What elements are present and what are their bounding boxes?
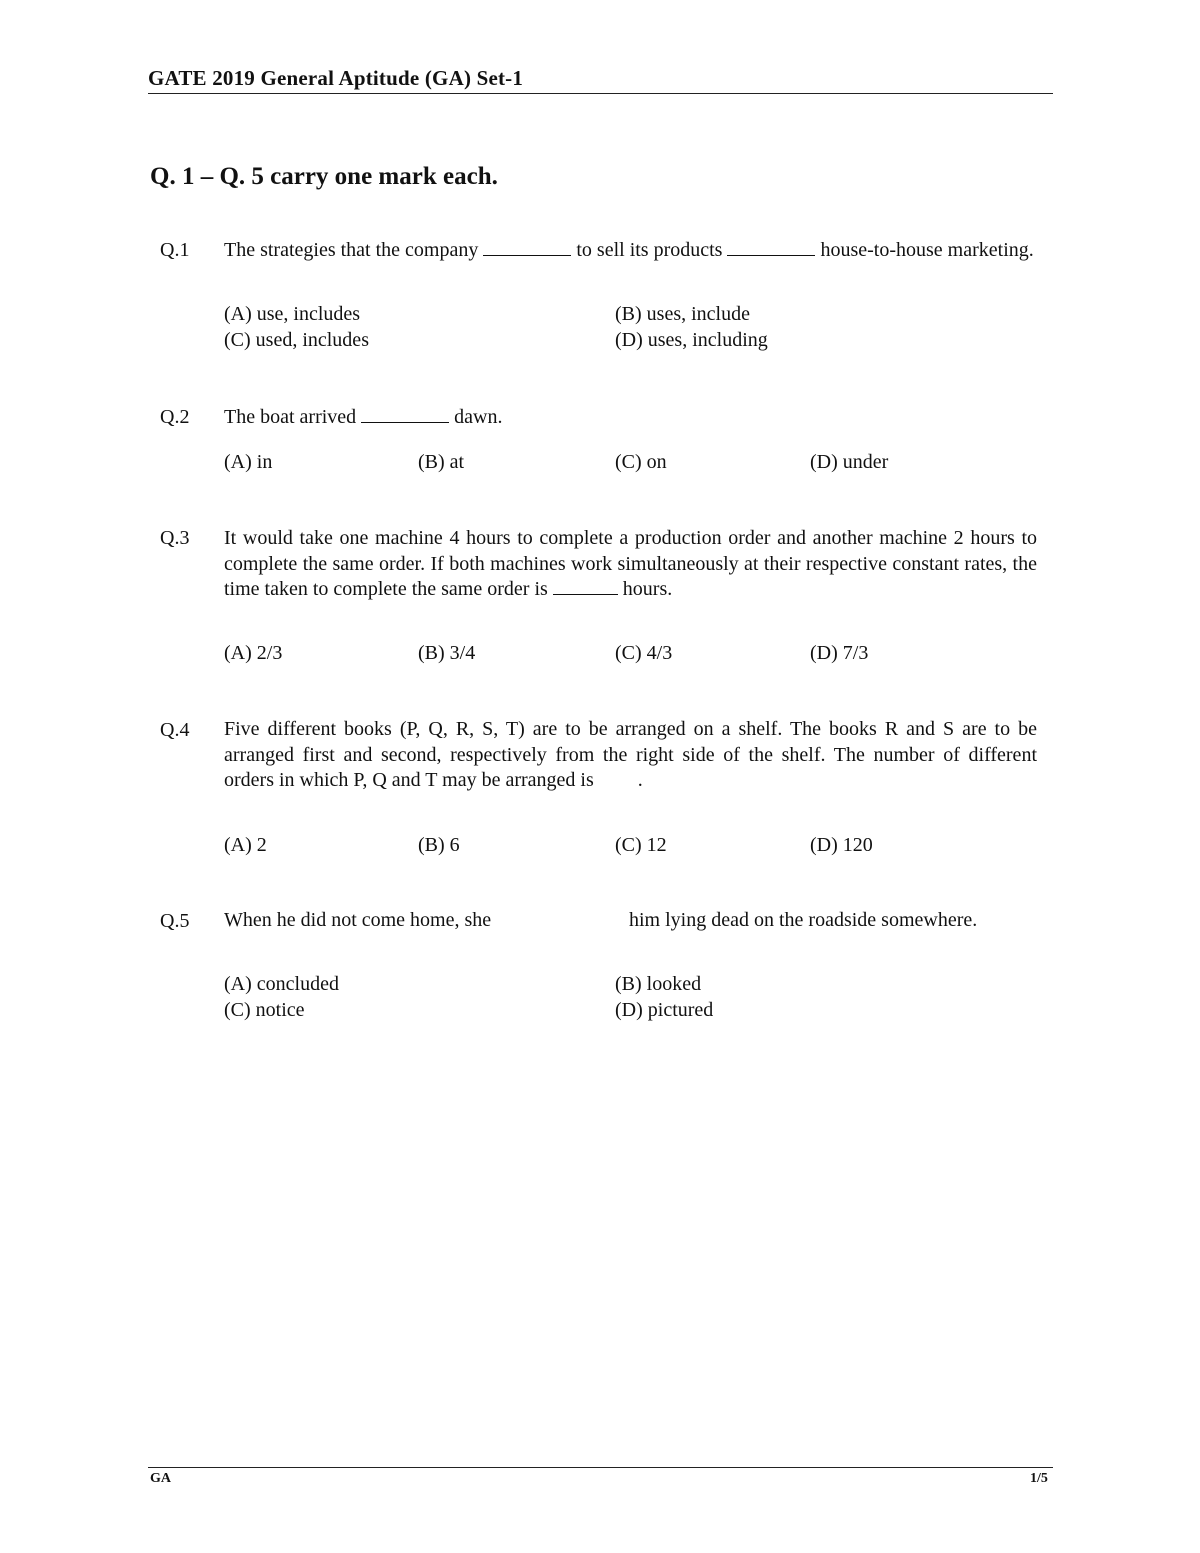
header-divider bbox=[148, 93, 1053, 94]
question-1-text bbox=[224, 238, 1037, 264]
question-1-option-d[interactable]: (D) uses, including bbox=[615, 329, 768, 351]
question-1-text-part-1: The strategies that the company bbox=[224, 239, 479, 261]
question-1-text-part-2: to sell its products bbox=[576, 239, 723, 261]
question-5-option-a[interactable]: (A) concluded bbox=[224, 973, 339, 995]
question-5-text-part-2: him lying dead on the roadside somewhere. bbox=[629, 909, 978, 931]
question-4-option-d[interactable]: (D) 120 bbox=[810, 834, 873, 856]
question-5-number: Q.5 bbox=[160, 910, 190, 932]
question-4-option-b[interactable]: (B) 6 bbox=[418, 834, 460, 856]
question-3-option-d[interactable]: (D) 7/3 bbox=[810, 642, 869, 664]
question-2-option-a[interactable]: (A) in bbox=[224, 451, 273, 473]
page-number: 1/5 bbox=[1030, 1471, 1048, 1486]
question-3-option-a[interactable]: (A) 2/3 bbox=[224, 642, 283, 664]
page-header-title: GATE 2019 General Aptitude (GA) Set-1 bbox=[148, 66, 524, 90]
answer-blank bbox=[727, 239, 815, 256]
footer-section-label: GA bbox=[150, 1471, 171, 1486]
question-2-number: Q.2 bbox=[160, 406, 190, 428]
question-5-option-c[interactable]: (C) notice bbox=[224, 999, 305, 1021]
question-2-text-part-1: The boat arrived bbox=[224, 406, 357, 428]
question-3-text-part-2: hours. bbox=[622, 578, 673, 600]
question-2-option-b[interactable]: (B) at bbox=[418, 451, 465, 473]
question-2-text-part-2: dawn. bbox=[454, 406, 503, 428]
question-3-text-part-1: It would take one machine 4 hours to complete a production order and another machine 2 hours to complete the same order. If both machines work simultaneously at their respective constant rates, the time taken to complete the same order is bbox=[224, 527, 1037, 600]
question-1-option-a[interactable]: (A) use, includes bbox=[224, 303, 361, 325]
question-4-text-part-1: Five different books (P, Q, R, S, T) are to be arranged on a shelf. The books R and S are to be arranged first and second, respectively from the right side of the shelf. The number of different orders in which P, Q and T may be arranged is bbox=[224, 718, 1037, 791]
question-2-option-c[interactable]: (C) on bbox=[615, 451, 667, 473]
question-5-option-b[interactable]: (B) looked bbox=[615, 973, 702, 995]
answer-blank bbox=[361, 406, 449, 423]
section-heading: Q. 1 – Q. 5 carry one mark each. bbox=[150, 163, 498, 190]
answer-blank bbox=[483, 239, 571, 256]
question-3-text bbox=[224, 526, 1037, 603]
question-2-option-d[interactable]: (D) under bbox=[810, 451, 889, 473]
question-4-text-part-2: . bbox=[637, 769, 643, 791]
question-3-option-b[interactable]: (B) 3/4 bbox=[418, 642, 476, 664]
footer-divider bbox=[148, 1467, 1053, 1468]
question-3-option-c[interactable]: (C) 4/3 bbox=[615, 642, 673, 664]
answer-blank bbox=[553, 578, 618, 595]
question-3-number: Q.3 bbox=[160, 527, 190, 549]
question-1-text-part-3: house-to-house marketing. bbox=[820, 239, 1034, 261]
question-5-option-d[interactable]: (D) pictured bbox=[615, 999, 714, 1021]
question-4-option-c[interactable]: (C) 12 bbox=[615, 834, 667, 856]
question-4-option-a[interactable]: (A) 2 bbox=[224, 834, 267, 856]
question-1-option-c[interactable]: (C) used, includes bbox=[224, 329, 369, 351]
question-5-text-part-1: When he did not come home, she bbox=[224, 909, 492, 931]
question-1-number: Q.1 bbox=[160, 239, 190, 261]
question-1-option-b[interactable]: (B) uses, include bbox=[615, 303, 750, 325]
question-2-text bbox=[224, 405, 1037, 431]
question-4-number: Q.4 bbox=[160, 719, 190, 741]
question-4-text bbox=[224, 717, 1037, 794]
